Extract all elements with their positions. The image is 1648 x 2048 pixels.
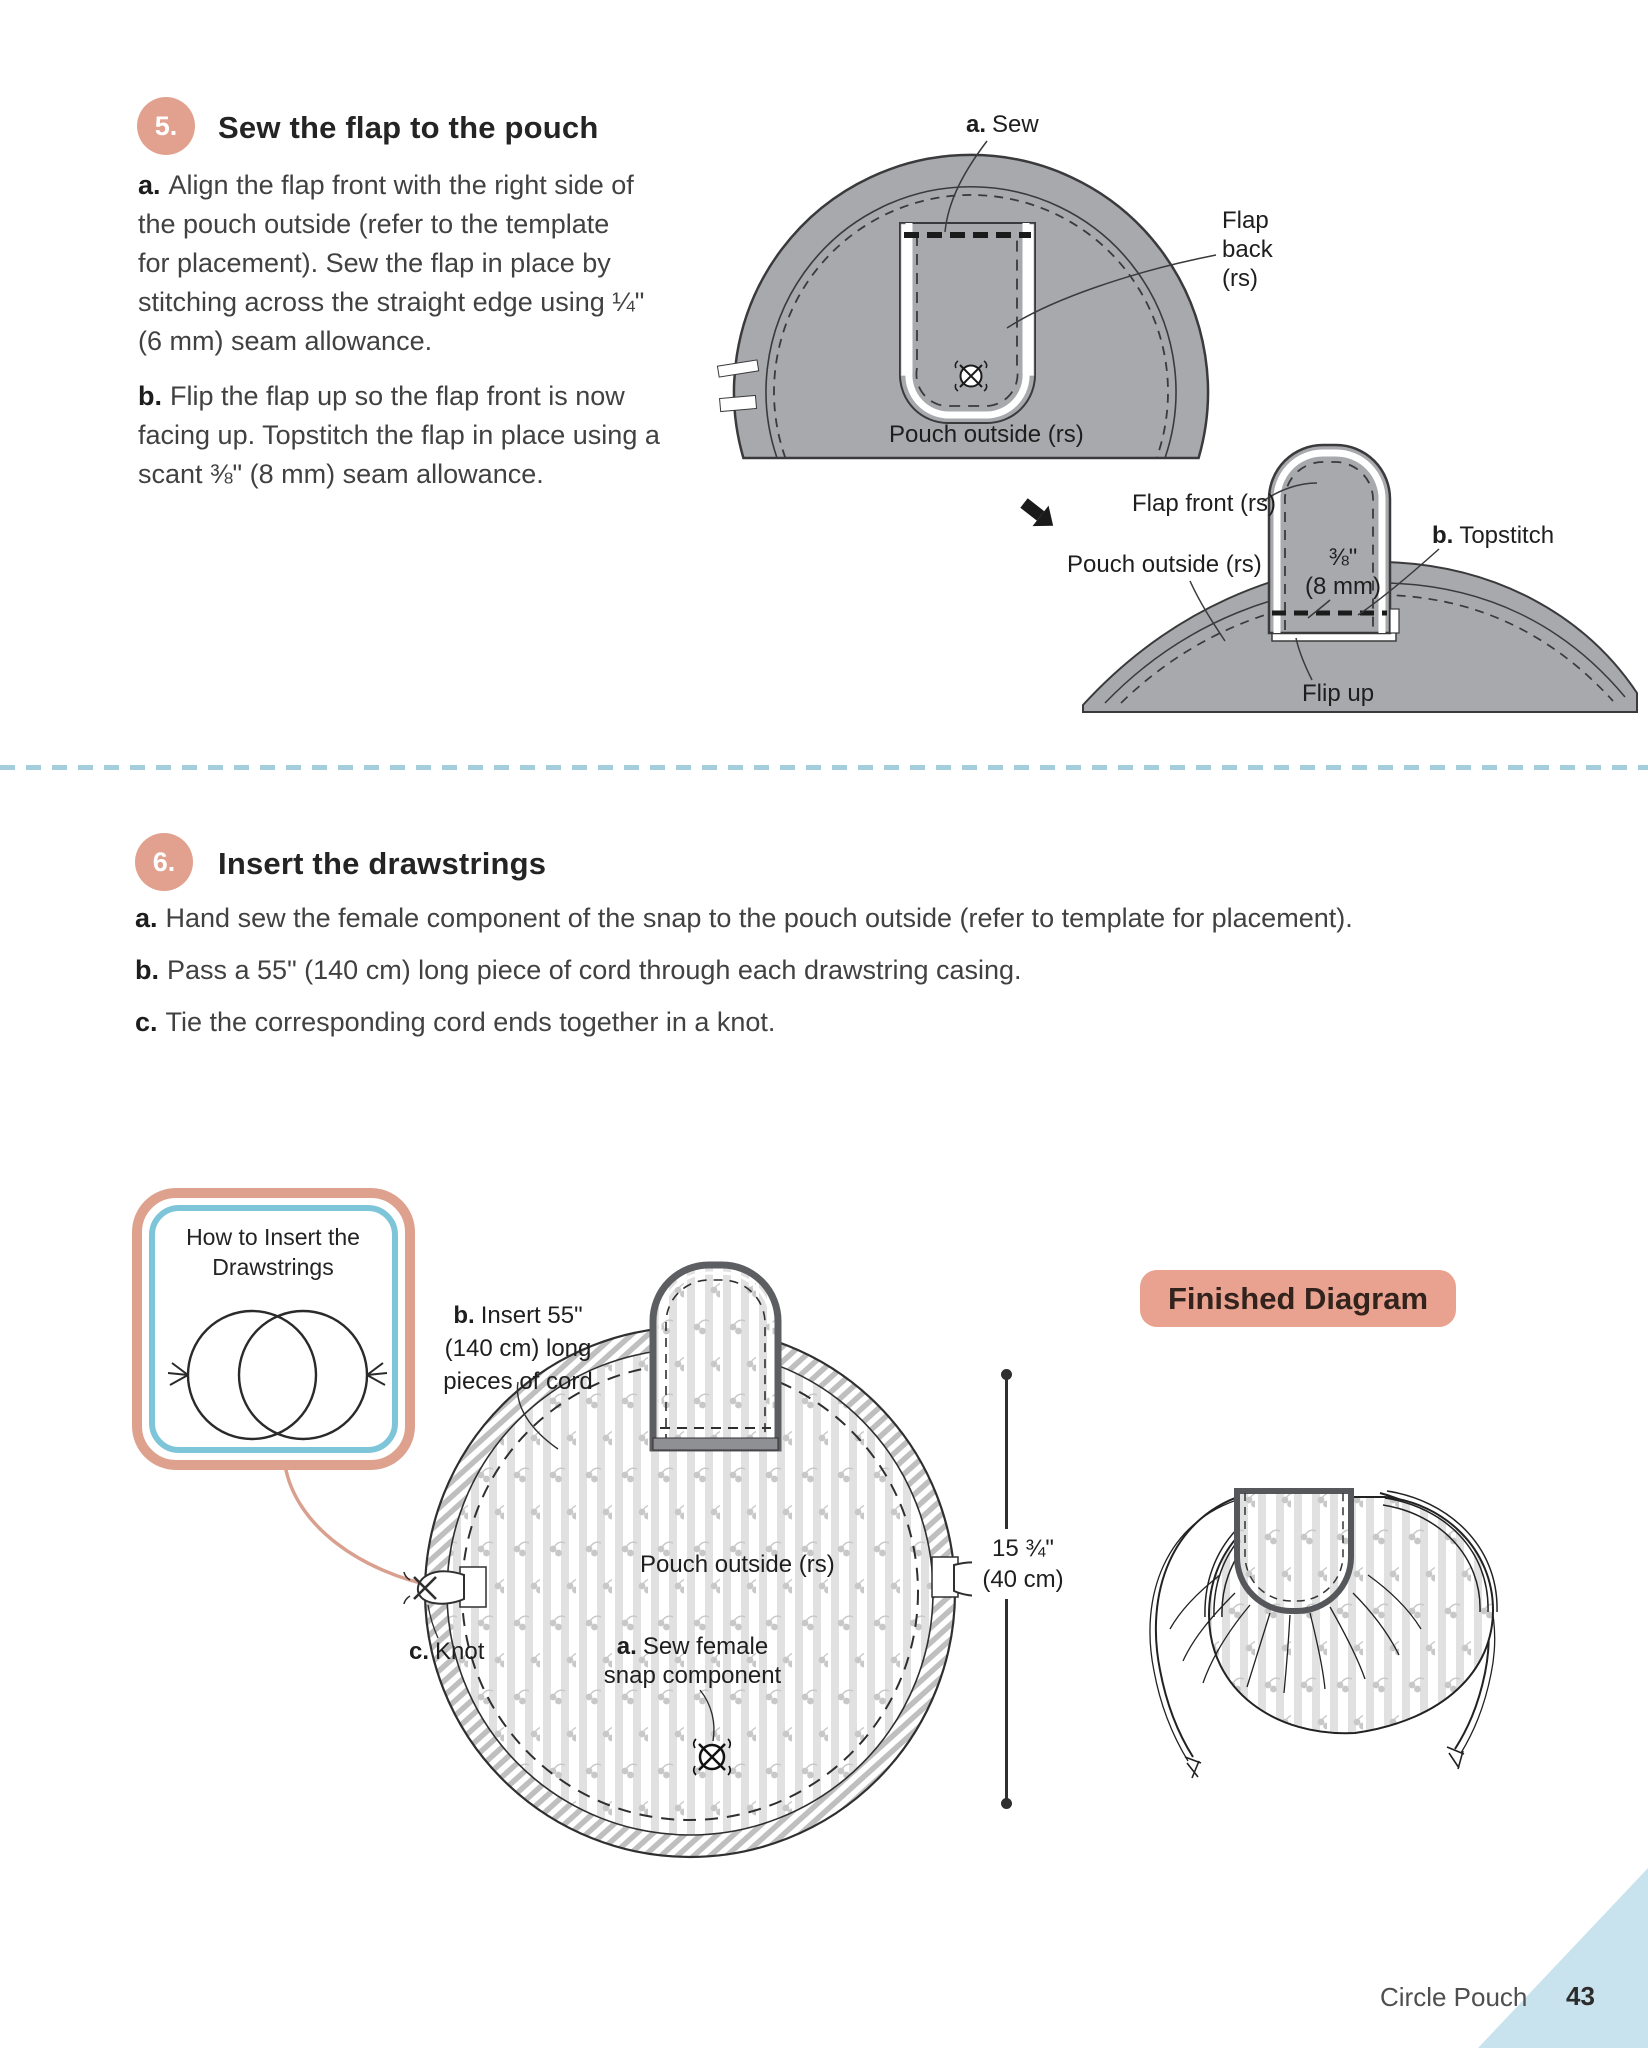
step-5-item-a-text: Align the flap front with the right side of the pouch outside (refer to the template for placement). Sew the flap in place by stitching across the straight edge using ¼" (6 mm) seam allowance. <box>138 170 645 356</box>
corner-triangle <box>1478 1868 1648 2048</box>
step-5-item-b-text: Flip the flap up so the flap front is now facing up. Topstitch the flap in place using a scant ⅜" (8 mm) seam allowance. <box>138 381 660 489</box>
label-measurement-in: ⅜" <box>1328 544 1358 571</box>
label-knot-prefix: c. <box>409 1638 430 1665</box>
callout-title: How to Insert the Drawstrings <box>186 1224 360 1280</box>
step-6-title: Insert the drawstrings <box>218 846 547 881</box>
step-6-item-c-label: c. <box>135 1007 158 1037</box>
diagram-finished-pouch <box>1075 1445 1575 1800</box>
label-sew-prefix: a. <box>966 111 987 138</box>
label-pouch-outside-1: Pouch outside (rs) <box>889 421 1084 448</box>
arrow-icon <box>1016 494 1066 540</box>
label-insert-text: Insert 55" (140 cm) long pieces of cord <box>443 1302 593 1395</box>
label-flip-up: Flip up <box>1302 680 1375 707</box>
step-5-item-a-label: a. <box>138 170 161 200</box>
label-insert-cord <box>443 1299 593 1398</box>
label-pouch-outside-2: Pouch outside (rs) <box>1067 551 1262 578</box>
step-6-item-a-text: Hand sew the female component of the snap to the pouch outside (refer to template for placement). <box>165 903 1353 933</box>
snap-icon <box>955 361 986 391</box>
label-flap-front: Flap front (rs) <box>1132 490 1277 517</box>
label-flap-back: Flap back (rs) <box>1222 207 1273 292</box>
step-6-item-c-text: Tie the corresponding cord ends together in a knot. <box>165 1007 776 1037</box>
dimension-cm: (40 cm) <box>982 1566 1064 1593</box>
step-6-number: 6. <box>152 846 176 877</box>
label-knot <box>409 1637 484 1666</box>
label-topstitch-text: Topstitch <box>1459 522 1555 549</box>
label-snap-text: Sew female snap component <box>603 1633 782 1689</box>
cord-knot-right <box>1447 1747 1464 1769</box>
step-5-item-a <box>138 166 648 361</box>
label-pouch-outside-main: Pouch outside (rs) <box>640 1551 835 1578</box>
label-sew <box>966 110 1039 139</box>
label-knot-text: Knot <box>435 1638 485 1665</box>
dimension-label <box>972 1529 1074 1599</box>
step-6-item-a-label: a. <box>135 903 158 933</box>
label-insert-prefix: b. <box>453 1302 475 1329</box>
step-6-badge <box>135 833 193 891</box>
dimension-dot-top <box>1001 1369 1012 1380</box>
drawstring-loops-icon <box>150 1280 400 1460</box>
step-6-item-b-text: Pass a 55" (140 cm) long piece of cord through each drawstring casing. <box>167 955 1022 985</box>
label-snap-prefix: a. <box>616 1633 637 1660</box>
dimension-dot-bottom <box>1001 1798 1012 1809</box>
label-measurement-mm: (8 mm) <box>1305 573 1381 600</box>
label-measurement <box>1295 543 1391 601</box>
step-6-item-b <box>135 955 1022 986</box>
step-5-badge <box>137 97 195 155</box>
page-number: 43 <box>1566 1981 1595 2011</box>
flap-shape-main <box>653 1265 778 1450</box>
finished-diagram-pill: Finished Diagram <box>1140 1270 1456 1327</box>
label-topstitch-prefix: b. <box>1432 522 1454 549</box>
section-divider <box>0 765 1648 770</box>
step-5-item-b-label: b. <box>138 381 162 411</box>
label-topstitch <box>1432 521 1554 550</box>
dimension-inches: 15 ¾" <box>992 1535 1054 1562</box>
step-6-item-a <box>135 903 1353 934</box>
label-snap <box>590 1632 795 1690</box>
footer-project-label: Circle Pouch <box>1380 1982 1528 2012</box>
step-5-item-b <box>138 377 662 494</box>
step-6-item-c <box>135 1007 775 1038</box>
step-5-number: 5. <box>154 110 178 141</box>
label-sew-text: Sew <box>992 111 1039 138</box>
step-6-item-b-label: b. <box>135 955 159 985</box>
step-5-title: Sew the flap to the pouch <box>218 110 599 145</box>
finished-flap <box>1237 1491 1351 1611</box>
snap-icon-main <box>694 1739 731 1775</box>
